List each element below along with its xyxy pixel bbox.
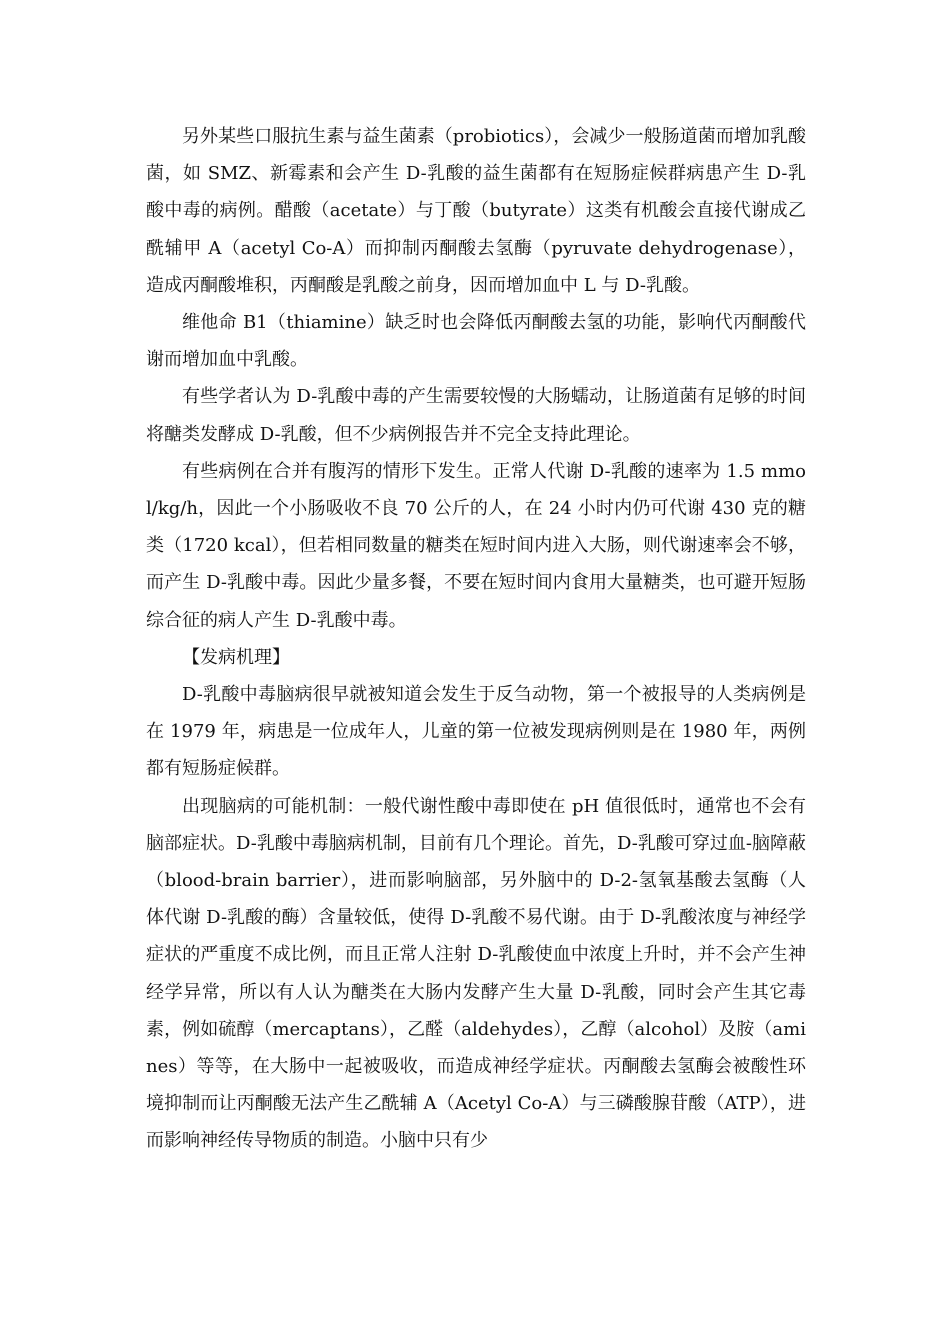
paragraph: 另外某些口服抗生素与益生菌素（probiotics），会减少一般肠道菌而增加乳酸菌，如 SMZ、新霉素和会产生 D-乳酸的益生菌都有在短肠症候群病患产生 D-乳酸中毒的病例。醋酸（acetate）与丁酸（butyrate）这类有机酸会直接代谢成乙酰辅甲 A（acetyl Co-A）而抑制丙酮酸去氢酶（pyruvate dehydrogenase），造成丙酮酸堆积，丙酮酸是乳酸之前身，因而增加血中 L 与 D-乳酸。	[146, 126, 806, 296]
document-body	[146, 118, 806, 1160]
paragraph: 有些病例在合并有腹泻的情形下发生。正常人代谢 D-乳酸的速率为 1.5 mmol/kg/h，因此一个小肠吸收不良 70 公斤的人，在 24 小时内仍可代谢 430 克的糖类（1720 kcal），但若相同数量的糖类在短时间内进入大肠，则代谢速率会不够，而产生 D-乳酸中毒。因此少量多餐，不要在短时间内食用大量糖类，也可避开短肠综合征的病人产生 D-乳酸中毒。	[146, 460, 806, 631]
paragraph: 维他命 B1（thiamine）缺乏时也会降低丙酮酸去氢的功能，影响代丙酮酸代谢而增加血中乳酸。	[146, 312, 806, 371]
paragraph: 出现脑病的可能机制：一般代谢性酸中毒即使在 pH 值很低时，通常也不会有脑部症状。D-乳酸中毒脑病机制，目前有几个理论。首先，D-乳酸可穿过血-脑障蔽（blood-brain barrier），进而影响脑部，另外脑中的 D-2-氢氧基酸去氢酶（人体代谢 D-乳酸的酶）含量较低，使得 D-乳酸不易代谢。由于 D-乳酸浓度与神经学症状的严重度不成比例，而且正常人注射 D-乳酸使血中浓度上升时，并不会产生神经学异常，所以有人认为醣类在大肠内发酵产生大量 D-乳酸，同时会产生其它毒素，例如硫醇（mercaptans），乙醛（aldehydes），乙醇（alcohol）及胺（amines）等等，在大肠中一起被吸收，而造成神经学症状。丙酮酸去氢酶会被酸性环境抑制而让丙酮酸无法产生乙酰辅 A（Acetyl Co-A）与三磷酸腺苷酸（ATP），进而影响神经传导物质的制造。小脑中只有少	[146, 795, 806, 1152]
section-heading: 【发病机理】	[182, 646, 290, 668]
paragraph: D-乳酸中毒脑病很早就被知道会发生于反刍动物，第一个被报导的人类病例是在 1979 年，病患是一位成年人，儿童的第一位被发现病例则是在 1980 年，两例都有短肠症候群。	[146, 684, 806, 780]
paragraph: 有些学者认为 D-乳酸中毒的产生需要较慢的大肠蠕动，让肠道菌有足够的时间将醣类发酵成 D-乳酸，但不少病例报告并不完全支持此理论。	[146, 386, 806, 445]
